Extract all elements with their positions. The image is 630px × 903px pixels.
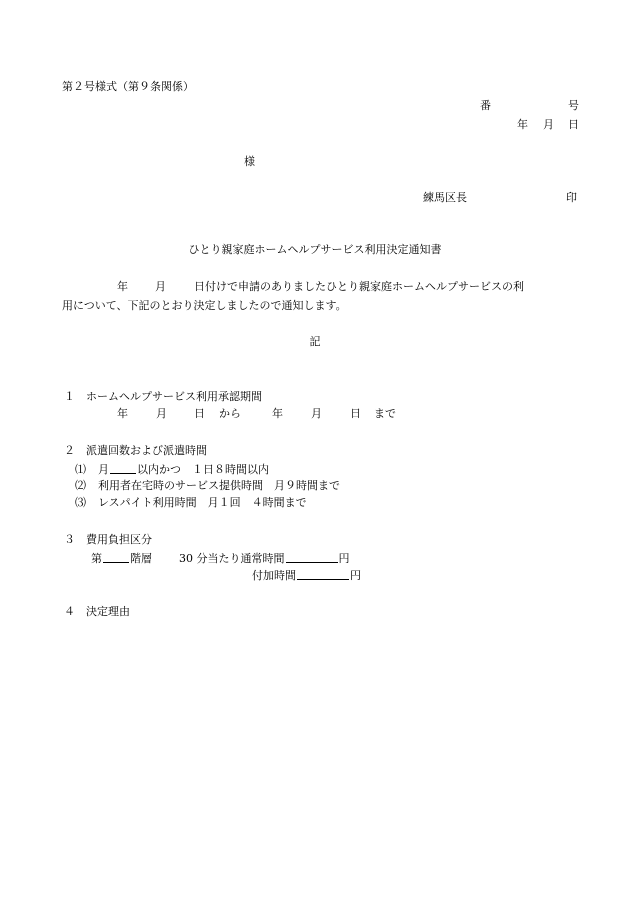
- form-number-label: 第２号様式（第９条関係）: [62, 80, 194, 93]
- fee-row-1-right: [179, 551, 350, 565]
- document-title: ひとり親家庭ホームヘルプサービス利用決定通知書: [188, 243, 442, 256]
- item-2-mark: ⑵: [75, 479, 86, 492]
- yen-label-2: 円: [350, 569, 361, 582]
- item-1-mark: ⑴: [75, 463, 86, 476]
- period-end-month: 月: [311, 407, 322, 420]
- ki-heading: 記: [309, 335, 321, 348]
- document-number-ban: 番: [480, 99, 491, 112]
- item-1-row: [75, 462, 269, 476]
- fee-row-2: [252, 568, 361, 582]
- dai-label: 第: [91, 552, 102, 565]
- item-2-row: [75, 479, 340, 492]
- body-line-1: 日付けで申請のありましたひとり親家庭ホームヘルプサービスの利: [194, 280, 524, 293]
- period-end-day: 日: [350, 407, 361, 420]
- section-2-title: ２ 派遣回数および派遣時間: [64, 444, 207, 457]
- monthly-visits-blank[interactable]: [110, 462, 136, 474]
- seal-mark: 印: [566, 191, 577, 204]
- item-3-mark: ⑶: [75, 496, 86, 509]
- item-1-suffix: 以内かつ １日８時間以内: [137, 463, 269, 476]
- date-day: 日: [568, 118, 579, 131]
- period-made: まで: [374, 407, 396, 420]
- date-month: 月: [543, 118, 554, 131]
- period-start-year: 年: [117, 407, 128, 420]
- item-3-row: [75, 496, 307, 509]
- body-line-2: 用について、下記のとおり決定しましたので通知します。: [62, 299, 347, 312]
- additional-time-fee-blank[interactable]: [297, 568, 349, 580]
- period-kara: から: [219, 407, 241, 420]
- period-start-month: 月: [156, 407, 167, 420]
- fee-row-1: [91, 551, 152, 565]
- document-number-go: 号: [568, 99, 579, 112]
- kaiso-label: 階層: [130, 552, 152, 565]
- normal-time-fee-blank[interactable]: [286, 551, 338, 563]
- item-2-text: 利用者在宅時のサービス提供時間 月９時間まで: [98, 479, 340, 492]
- item-1-prefix: 月: [98, 463, 109, 476]
- body-month: 月: [155, 280, 166, 293]
- section-4-title: ４ 決定理由: [64, 605, 130, 618]
- fuka-label: 付加時間: [252, 569, 296, 582]
- recipient-sama: 様: [244, 155, 255, 168]
- yen-label-1: 円: [338, 552, 350, 565]
- period-start-day: 日: [194, 407, 205, 420]
- date-year: 年: [517, 118, 528, 131]
- section-1-title: １ ホームヘルプサービス利用承認期間: [64, 390, 262, 403]
- issuer-name: 練馬区長: [423, 191, 467, 204]
- period-end-year: 年: [272, 407, 283, 420]
- body-year: 年: [117, 280, 128, 293]
- item-3-text: レスパイト利用時間 月１回 ４時間まで: [98, 496, 307, 509]
- per30-label: 30 分当たり通常時間: [179, 552, 285, 565]
- tier-blank[interactable]: [103, 551, 129, 563]
- section-3-title: ３ 費用負担区分: [64, 533, 152, 546]
